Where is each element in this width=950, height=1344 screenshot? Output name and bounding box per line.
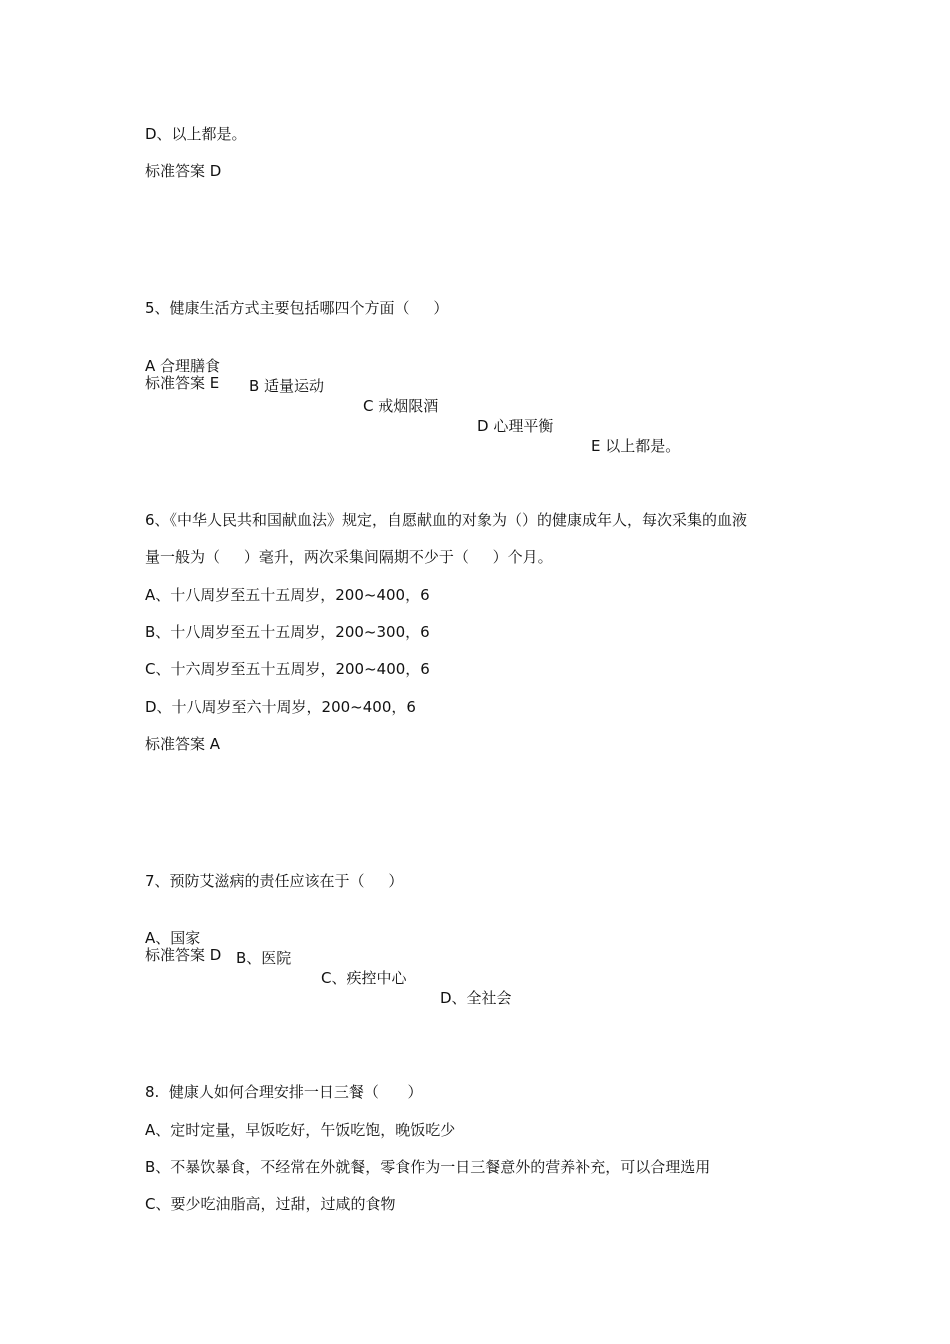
q7-option-b: B、医院 <box>236 949 292 967</box>
q5-option-e: E 以上都是。 <box>591 437 681 455</box>
q6-option-a: A、十八周岁至五十五周岁，200~400，6 <box>145 586 430 604</box>
q4-option-d: D、以上都是。 <box>145 125 247 143</box>
q5-option-c: C 戒烟限酒 <box>363 397 439 415</box>
q4-answer: 标准答案 D <box>145 162 222 180</box>
q6-question-line2: 量一般为（ ）毫升，两次采集间隔期不少于（ ）个月。 <box>145 548 553 566</box>
q7-question: 7、预防艾滋病的责任应该在于（ ） <box>145 872 404 890</box>
q8-option-a: A、定时定量，早饭吃好，午饭吃饱，晚饭吃少 <box>145 1121 456 1139</box>
q7-option-d: D、全社会 <box>440 989 512 1007</box>
q6-option-b: B、十八周岁至五十五周岁，200~300，6 <box>145 623 430 641</box>
q8-option-b: B、不暴饮暴食，不经常在外就餐，零食作为一日三餐意外的营养补充，可以合理选用 <box>145 1158 711 1176</box>
q7-option-c: C、疾控中心 <box>321 969 407 987</box>
q5-answer: 标准答案 E <box>145 374 220 392</box>
q5-option-a: A 合理膳食 <box>145 357 221 375</box>
q7-option-a: A、国家 <box>145 929 201 947</box>
q6-option-c: C、十六周岁至五十五周岁，200~400，6 <box>145 660 430 678</box>
q7-answer: 标准答案 D <box>145 946 222 964</box>
q6-question-line1: 6、《中华人民共和国献血法》规定，自愿献血的对象为（）的健康成年人，每次采集的血液 <box>145 511 748 529</box>
q8-question: 8. 健康人如何合理安排一日三餐（ ） <box>145 1083 423 1101</box>
q5-option-d: D 心理平衡 <box>477 417 554 435</box>
q6-answer: 标准答案 A <box>145 735 221 753</box>
q6-option-d: D、十八周岁至六十周岁，200~400，6 <box>145 698 416 716</box>
q5-option-b: B 适量运动 <box>249 377 325 395</box>
q8-option-c: C、要少吃油脂高，过甜，过咸的食物 <box>145 1195 396 1213</box>
q5-question: 5、健康生活方式主要包括哪四个方面（ ） <box>145 299 449 317</box>
